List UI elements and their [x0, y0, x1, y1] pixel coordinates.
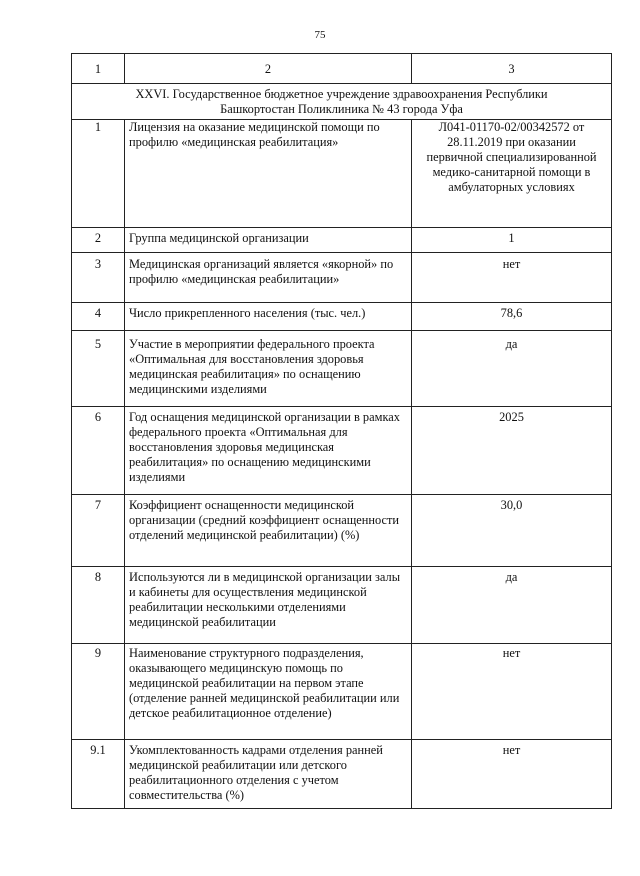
row-number: 4 — [72, 303, 125, 331]
row-number: 9 — [72, 644, 125, 740]
row-value: да — [412, 331, 612, 407]
row-number: 3 — [72, 253, 125, 303]
row-value: Л041-01170-02/00342572 от 28.11.2019 при оказании первичной специализированной медико-санитарной помощи в амбулаторных условиях — [412, 120, 612, 228]
data-table — [71, 53, 612, 809]
section-title: XXVI. Государственное бюджетное учреждение здравоохранения Республики Башкортостан Поликлиника № 43 города Уфа — [72, 84, 612, 120]
table-row — [72, 407, 612, 495]
row-label: Число прикрепленного населения (тыс. чел.) — [125, 303, 412, 331]
table-row — [72, 253, 612, 303]
table-row — [72, 303, 612, 331]
row-value: 30,0 — [412, 495, 612, 567]
row-value: нет — [412, 253, 612, 303]
row-number: 8 — [72, 567, 125, 644]
table-row — [72, 120, 612, 228]
row-label: Лицензия на оказание медицинской помощи по профилю «медицинская реабилитация» — [125, 120, 412, 228]
row-label: Группа медицинской организации — [125, 228, 412, 253]
row-label: Год оснащения медицинской организации в рамках федерального проекта «Оптимальная для восстановления здоровья медицинская реабилитация» по оснащению медицинскими изделиями — [125, 407, 412, 495]
table-row — [72, 331, 612, 407]
row-value: да — [412, 567, 612, 644]
row-number: 6 — [72, 407, 125, 495]
header-cell-2: 2 — [125, 54, 412, 84]
table-row — [72, 740, 612, 809]
row-number: 2 — [72, 228, 125, 253]
row-number: 1 — [72, 120, 125, 228]
row-label: Медицинская организаций является «якорной» по профилю «медицинская реабилитации» — [125, 253, 412, 303]
row-value: 1 — [412, 228, 612, 253]
row-value: 78,6 — [412, 303, 612, 331]
header-cell-1: 1 — [72, 54, 125, 84]
row-number: 9.1 — [72, 740, 125, 809]
header-cell-3: 3 — [412, 54, 612, 84]
row-label: Укомплектованность кадрами отделения ранней медицинской реабилитации или детского реабилитационного отделения с учетом совместительства (%) — [125, 740, 412, 809]
row-value: нет — [412, 644, 612, 740]
table-row — [72, 567, 612, 644]
section-title-row — [72, 84, 612, 120]
table-row — [72, 644, 612, 740]
row-label: Наименование структурного подразделения, оказывающего медицинскую помощь по медицинской реабилитации на первом этапе (отделение ранней медицинской реабилитации или детское реабилитационное отделение) — [125, 644, 412, 740]
table-row — [72, 228, 612, 253]
row-number: 5 — [72, 331, 125, 407]
table-row — [72, 495, 612, 567]
row-number: 7 — [72, 495, 125, 567]
table-header-row — [72, 54, 612, 84]
row-label: Используются ли в медицинской организации залы и кабинеты для осуществления медицинской реабилитации несколькими отделениями медицинской реабилитации — [125, 567, 412, 644]
row-value: 2025 — [412, 407, 612, 495]
page-number: 75 — [314, 29, 326, 41]
row-label: Коэффициент оснащенности медицинской организации (средний коэффициент оснащенности отделений медицинской реабилитации) (%) — [125, 495, 412, 567]
row-value: нет — [412, 740, 612, 809]
row-label: Участие в мероприятии федерального проекта «Оптимальная для восстановления здоровья медицинская реабилитация» по оснащению медицинскими изделиями — [125, 331, 412, 407]
